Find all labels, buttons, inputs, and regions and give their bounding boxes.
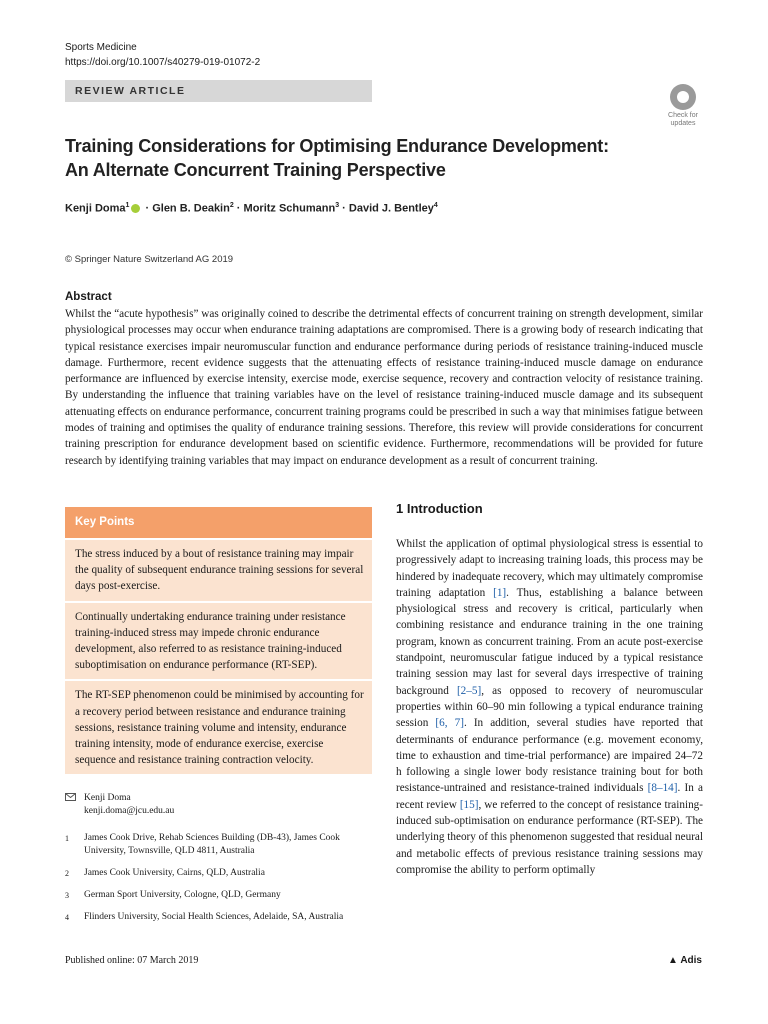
abstract-text: Whilst the “acute hypothesis” was originally coined to describe the detrimental effects of concurrent training on strength development, similar physiological processes may occur when endurance training adaptations are compromised. There is a growing body of research indicating that typical resistance exercises impair neuromuscular function and endurance performance during periods of resistance training-induced muscle damage. Furthermore, recent evidence suggests that the attenuating effects of resistance training-induced muscle damage on endurance performance are influenced by exercise intensity, exercise mode, exercise sequence, recovery and contraction velocity of resistance training. By understanding the influence that training variables have on the level of resistance training-induced muscle damage and its subsequent attenuating effects on endurance performance, concurrent training programs could be prescribed in such a way that minimises fatigue between modes of training and optimises the quality of endurance training sessions. Therefore, this review will provide considerations for concurrent training prescription for endurance development based on scientific evidence. Furthermore, recommendations will be provided for future research by identifying training variables that may impact on endurance development as a result of concurrent training. bbox=[65, 308, 703, 467]
author-name[interactable]: David J. Bentley bbox=[348, 202, 434, 215]
publisher-logo: ▲ Adis bbox=[668, 955, 702, 966]
key-point-item: The RT-SEP phenomenon could be minimised by accounting for a recovery period between resistance and endurance training sessions, resistance training volume and intensity, endurance training intensity, mode of endurance exercise, exercise sequence and resistance training contraction velocity. bbox=[65, 679, 372, 774]
affiliation: Flinders University, Social Health Sciences, Adelaide, SA, Australia bbox=[84, 912, 344, 922]
envelope-icon bbox=[65, 792, 84, 818]
citation-link[interactable]: [15] bbox=[459, 798, 479, 811]
journal-header bbox=[65, 40, 260, 70]
article-type-banner: REVIEW ARTICLE bbox=[65, 80, 372, 102]
citation-link[interactable]: [6, 7] bbox=[435, 717, 464, 730]
author-name[interactable]: Glen B. Deakin bbox=[152, 202, 230, 215]
key-point-item: Continually undertaking endurance training under resistance training-induced stress may impede chronic endurance development, also referred to as resistance training-induced suboptimisation on endurance performance (RT-SEP). bbox=[65, 601, 372, 680]
key-points-heading: Key Points bbox=[65, 507, 372, 538]
author-footnotes: Kenji Doma kenji.doma@jcu.edu.au 1 James Cook Drive, Rehab Sciences Building (DB-43), James Cook University, Townsville, QLD 4811, Australia 2 James Cook University, Cairns, QLD, Australia 3 German Sport University, Cologne, QLD, Germany 4 Flinders University, Social Health Sciences, Adelaide, SA, Australia bbox=[65, 792, 375, 933]
check-for-updates-badge[interactable]: Check for updates bbox=[664, 84, 702, 124]
copyright-notice: © Springer Nature Switzerland AG 2019 bbox=[65, 254, 234, 265]
email-link[interactable]: kenji.doma@jcu.edu.au bbox=[84, 806, 175, 816]
published-date: Published online: 07 March 2019 bbox=[65, 955, 199, 966]
article-title: Training Considerations for Optimising Endurance Development: An Alternate Concurrent Training Perspective bbox=[65, 136, 609, 180]
corresponding-author: Kenji Doma bbox=[84, 793, 131, 803]
author-name[interactable]: Kenji Doma bbox=[65, 202, 126, 215]
introduction-text: Whilst the application of optimal physiological stress is essential to progressively adapt to increasing training loads, this process may be hindered by inadequate recovery, which may ultimately compromise training adaptation [1]. Thus, establishing a balance between physiological stress and recovery is critical, particularly when combining resistance and endurance training in the one training program, known as concurrent training. From an acute post-exercise standpoint, neuromuscular fatigue induced by a typical resistance training session may last for several days irrespective of training background [2–5], as opposed to recovery of neuromuscular properties within 60–90 min following a typical endurance training session [6, 7]. In addition, several studies have reported that determinants of endurance performance (e.g. movement economy, time to exhaustion and time-trial performance) are impaired 24–72 h following a single lower body resistance training bout for both resistance-untrained and resistance-trained individuals [8–14]. In a recent review [15], we referred to the concept of resistance training-induced sub-optimisation on endurance performance (RT-SEP). The underlying theory of this phenomenon suggested that residual neural and metabolic effects of previous resistance training sessions may compromise the ability to perform optimally bbox=[396, 538, 704, 876]
bookmark-icon bbox=[670, 84, 696, 110]
key-point-item: The stress induced by a bout of resistance training may impair the quality of subsequent endurance training sessions for several days post-exercise. bbox=[65, 538, 372, 601]
section-heading-introduction: 1 Introduction bbox=[396, 501, 483, 516]
key-points-box bbox=[65, 507, 372, 774]
author-name[interactable]: Moritz Schumann bbox=[243, 202, 336, 215]
author-list: Kenji Doma$^1$ · Glen B. Deakin$^2$ · Moritz Schumann$^3$ · David J. Bentley$^4$ bbox=[65, 202, 438, 215]
affiliation: German Sport University, Cologne, QLD, Germany bbox=[84, 890, 281, 900]
affiliation: James Cook Drive, Rehab Sciences Building (DB-43), James Cook University, Townsville, QLD 4811, Australia bbox=[84, 833, 340, 856]
citation-link[interactable]: [2–5] bbox=[456, 684, 482, 697]
triangle-icon: ▲ bbox=[668, 955, 678, 966]
abstract-heading: Abstract bbox=[65, 291, 112, 303]
orcid-icon[interactable] bbox=[131, 204, 140, 213]
affiliation: James Cook University, Cairns, QLD, Australia bbox=[84, 868, 265, 878]
citation-link[interactable]: [8–14] bbox=[647, 782, 678, 795]
journal-name: Sports Medicine bbox=[65, 42, 137, 53]
citation-link[interactable]: [1] bbox=[493, 586, 507, 599]
doi-link[interactable]: https://doi.org/10.1007/s40279-019-01072-2 bbox=[65, 57, 261, 68]
